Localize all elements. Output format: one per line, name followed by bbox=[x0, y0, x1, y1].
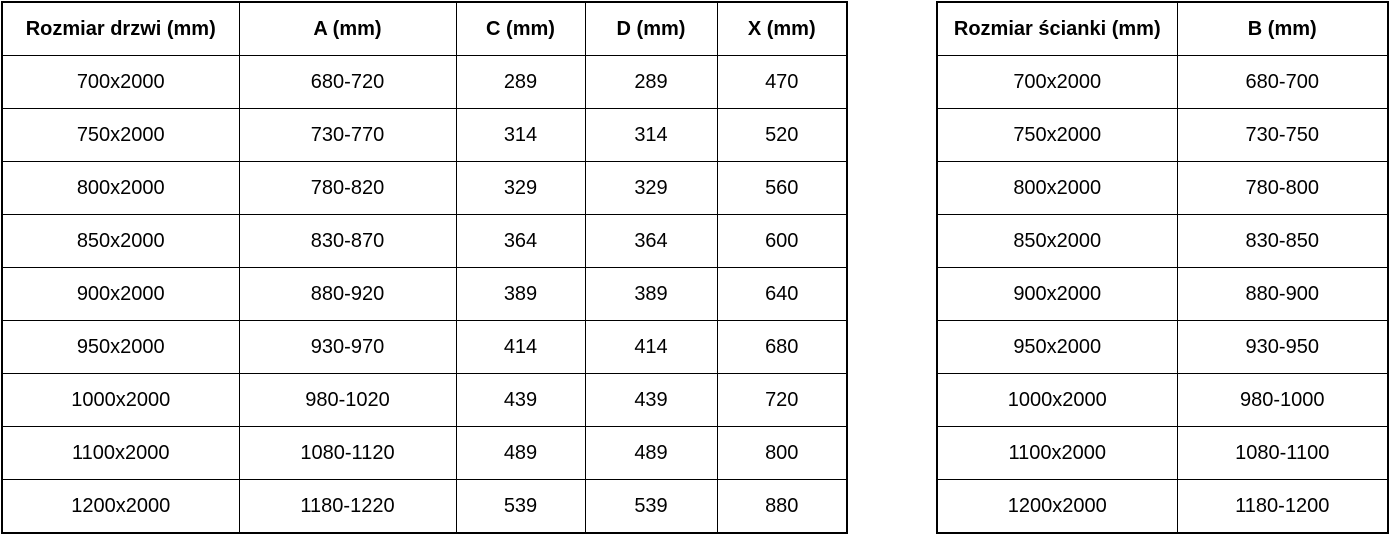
table-cell: 880 bbox=[717, 480, 847, 534]
table-cell: 730-770 bbox=[239, 109, 456, 162]
table-cell: 1080-1100 bbox=[1177, 427, 1388, 480]
table-row bbox=[937, 374, 1388, 427]
table-cell: 389 bbox=[456, 268, 585, 321]
header-cell: C (mm) bbox=[456, 2, 585, 56]
header-cell: A (mm) bbox=[239, 2, 456, 56]
table-row bbox=[2, 109, 847, 162]
table-cell: 289 bbox=[585, 56, 717, 109]
table-row bbox=[2, 374, 847, 427]
wall-size-table bbox=[936, 1, 1389, 534]
table-cell: 364 bbox=[585, 215, 717, 268]
table-cell: 980-1000 bbox=[1177, 374, 1388, 427]
table-row bbox=[2, 162, 847, 215]
table-row bbox=[937, 427, 1388, 480]
table-row bbox=[937, 162, 1388, 215]
table-row bbox=[937, 321, 1388, 374]
table-cell: 930-950 bbox=[1177, 321, 1388, 374]
table-cell: 830-850 bbox=[1177, 215, 1388, 268]
table-cell: 680 bbox=[717, 321, 847, 374]
table-cell: 364 bbox=[456, 215, 585, 268]
table-cell: 850x2000 bbox=[937, 215, 1177, 268]
header-cell: Rozmiar drzwi (mm) bbox=[2, 2, 239, 56]
table-row bbox=[937, 56, 1388, 109]
table-cell: 730-750 bbox=[1177, 109, 1388, 162]
header-row bbox=[2, 2, 847, 56]
table-row bbox=[2, 480, 847, 534]
table-cell: 314 bbox=[585, 109, 717, 162]
table-cell: 700x2000 bbox=[937, 56, 1177, 109]
table-cell: 980-1020 bbox=[239, 374, 456, 427]
table-cell: 470 bbox=[717, 56, 847, 109]
table-cell: 720 bbox=[717, 374, 847, 427]
table-cell: 539 bbox=[585, 480, 717, 534]
table-cell: 1000x2000 bbox=[937, 374, 1177, 427]
table-row bbox=[2, 56, 847, 109]
table-cell: 780-800 bbox=[1177, 162, 1388, 215]
table-row bbox=[2, 268, 847, 321]
table-cell: 850x2000 bbox=[2, 215, 239, 268]
table-cell: 1100x2000 bbox=[937, 427, 1177, 480]
header-row bbox=[937, 2, 1388, 56]
table-cell: 439 bbox=[456, 374, 585, 427]
table-cell: 800x2000 bbox=[2, 162, 239, 215]
table-cell: 1200x2000 bbox=[937, 480, 1177, 534]
table-cell: 750x2000 bbox=[2, 109, 239, 162]
table-cell: 830-870 bbox=[239, 215, 456, 268]
table-cell: 1100x2000 bbox=[2, 427, 239, 480]
table-row bbox=[937, 268, 1388, 321]
table-cell: 800 bbox=[717, 427, 847, 480]
header-cell: B (mm) bbox=[1177, 2, 1388, 56]
table-cell: 780-820 bbox=[239, 162, 456, 215]
table-cell: 700x2000 bbox=[2, 56, 239, 109]
table-cell: 560 bbox=[717, 162, 847, 215]
table-cell: 900x2000 bbox=[937, 268, 1177, 321]
door-size-table bbox=[1, 1, 848, 534]
table-cell: 680-700 bbox=[1177, 56, 1388, 109]
table-cell: 880-900 bbox=[1177, 268, 1388, 321]
table-cell: 1000x2000 bbox=[2, 374, 239, 427]
table-row bbox=[937, 480, 1388, 534]
table-row bbox=[937, 109, 1388, 162]
header-cell: D (mm) bbox=[585, 2, 717, 56]
table-cell: 950x2000 bbox=[937, 321, 1177, 374]
table-cell: 600 bbox=[717, 215, 847, 268]
table-cell: 950x2000 bbox=[2, 321, 239, 374]
table-cell: 1180-1200 bbox=[1177, 480, 1388, 534]
table-cell: 489 bbox=[456, 427, 585, 480]
table-row bbox=[937, 215, 1388, 268]
table-cell: 539 bbox=[456, 480, 585, 534]
table-cell: 930-970 bbox=[239, 321, 456, 374]
table-cell: 1200x2000 bbox=[2, 480, 239, 534]
table-cell: 680-720 bbox=[239, 56, 456, 109]
table-cell: 289 bbox=[456, 56, 585, 109]
table-cell: 414 bbox=[456, 321, 585, 374]
table-cell: 489 bbox=[585, 427, 717, 480]
table-row bbox=[2, 321, 847, 374]
table-cell: 414 bbox=[585, 321, 717, 374]
table-row bbox=[2, 215, 847, 268]
table-cell: 1080-1120 bbox=[239, 427, 456, 480]
table-cell: 329 bbox=[456, 162, 585, 215]
table-cell: 880-920 bbox=[239, 268, 456, 321]
table-cell: 389 bbox=[585, 268, 717, 321]
header-cell: X (mm) bbox=[717, 2, 847, 56]
table-cell: 1180-1220 bbox=[239, 480, 456, 534]
table-cell: 900x2000 bbox=[2, 268, 239, 321]
table-cell: 520 bbox=[717, 109, 847, 162]
table-cell: 750x2000 bbox=[937, 109, 1177, 162]
table-cell: 439 bbox=[585, 374, 717, 427]
table-cell: 800x2000 bbox=[937, 162, 1177, 215]
table-cell: 314 bbox=[456, 109, 585, 162]
header-cell: Rozmiar ścianki (mm) bbox=[937, 2, 1177, 56]
table-cell: 640 bbox=[717, 268, 847, 321]
table-row bbox=[2, 427, 847, 480]
table-cell: 329 bbox=[585, 162, 717, 215]
